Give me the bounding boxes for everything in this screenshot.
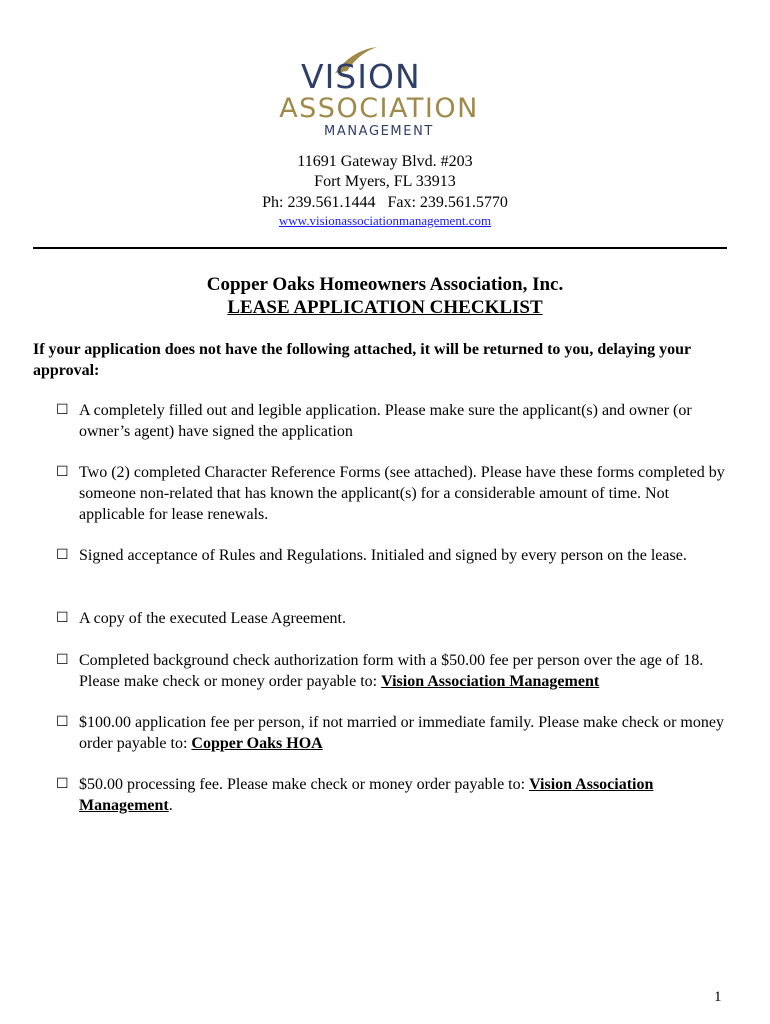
checklist-item-text: $100.00 application fee per person, if not married or immediate family. Please make check or money order payable to: Copper Oaks HOA xyxy=(79,714,724,752)
checkbox-icon[interactable]: ☐ xyxy=(56,714,69,730)
checklist-item-text: $50.00 processing fee. Please make check or money order payable to: Vision Association Management. xyxy=(79,776,654,814)
checklist-item xyxy=(56,774,736,816)
address-street: 11691 Gateway Blvd. #203 xyxy=(297,153,473,170)
page-title: LEASE APPLICATION CHECKLIST xyxy=(227,297,543,318)
checklist-item-text: A copy of the executed Lease Agreement. xyxy=(79,610,346,627)
checkbox-icon[interactable]: ☐ xyxy=(56,776,69,792)
page-number: 1 xyxy=(714,989,722,1005)
checklist-item xyxy=(56,608,736,629)
payee-name: Vision Association Management xyxy=(79,776,654,814)
checklist-item xyxy=(56,650,736,692)
checkbox-icon[interactable]: ☐ xyxy=(56,610,69,626)
logo-line-management: MANAGEMENT xyxy=(324,124,434,139)
payee-name: Vision Association Management xyxy=(381,673,600,690)
checkbox-icon[interactable]: ☐ xyxy=(56,547,69,563)
address-phone-fax: Ph: 239.561.1444 Fax: 239.561.5770 xyxy=(262,194,508,211)
payee-name: Copper Oaks HOA xyxy=(191,735,323,752)
association-name: Copper Oaks Homeowners Association, Inc. xyxy=(206,274,564,295)
logo-line-vision: VISION xyxy=(301,57,421,96)
checklist-item xyxy=(56,712,736,754)
address-city: Fort Myers, FL 33913 xyxy=(314,173,456,190)
checklist-item xyxy=(56,400,736,442)
checkbox-icon[interactable]: ☐ xyxy=(56,402,69,418)
checklist-item xyxy=(56,462,736,525)
website-link[interactable]: www.visionassociationmanagement.com xyxy=(278,213,492,228)
warning-text: If your application does not have the following attached, it will be returned to you, delaying your approval: xyxy=(33,341,691,379)
checklist-item-text: A completely filled out and legible application. Please make sure the applicant(s) and owner (or owner’s agent) have signed the application xyxy=(79,402,692,440)
company-logo xyxy=(265,43,493,147)
checklist-item-text: Signed acceptance of Rules and Regulations. Initialed and signed by every person on the lease. xyxy=(79,547,687,564)
logo-line-association: ASSOCIATION xyxy=(279,93,479,124)
checklist-item-text: Two (2) completed Character Reference Forms (see attached). Please have these forms completed by someone non-related that has known the applicant(s) for a considerable amount of time. Not applicable for lease renewals. xyxy=(79,464,725,523)
checklist-item-text: Completed background check authorization form with a $50.00 fee per person over the age of 18. Please make check or money order payable to: Vision Association Management xyxy=(79,652,704,690)
checkbox-icon[interactable]: ☐ xyxy=(56,464,69,480)
checkbox-icon[interactable]: ☐ xyxy=(56,652,69,668)
header-divider xyxy=(33,247,727,249)
checklist-item xyxy=(56,545,736,566)
